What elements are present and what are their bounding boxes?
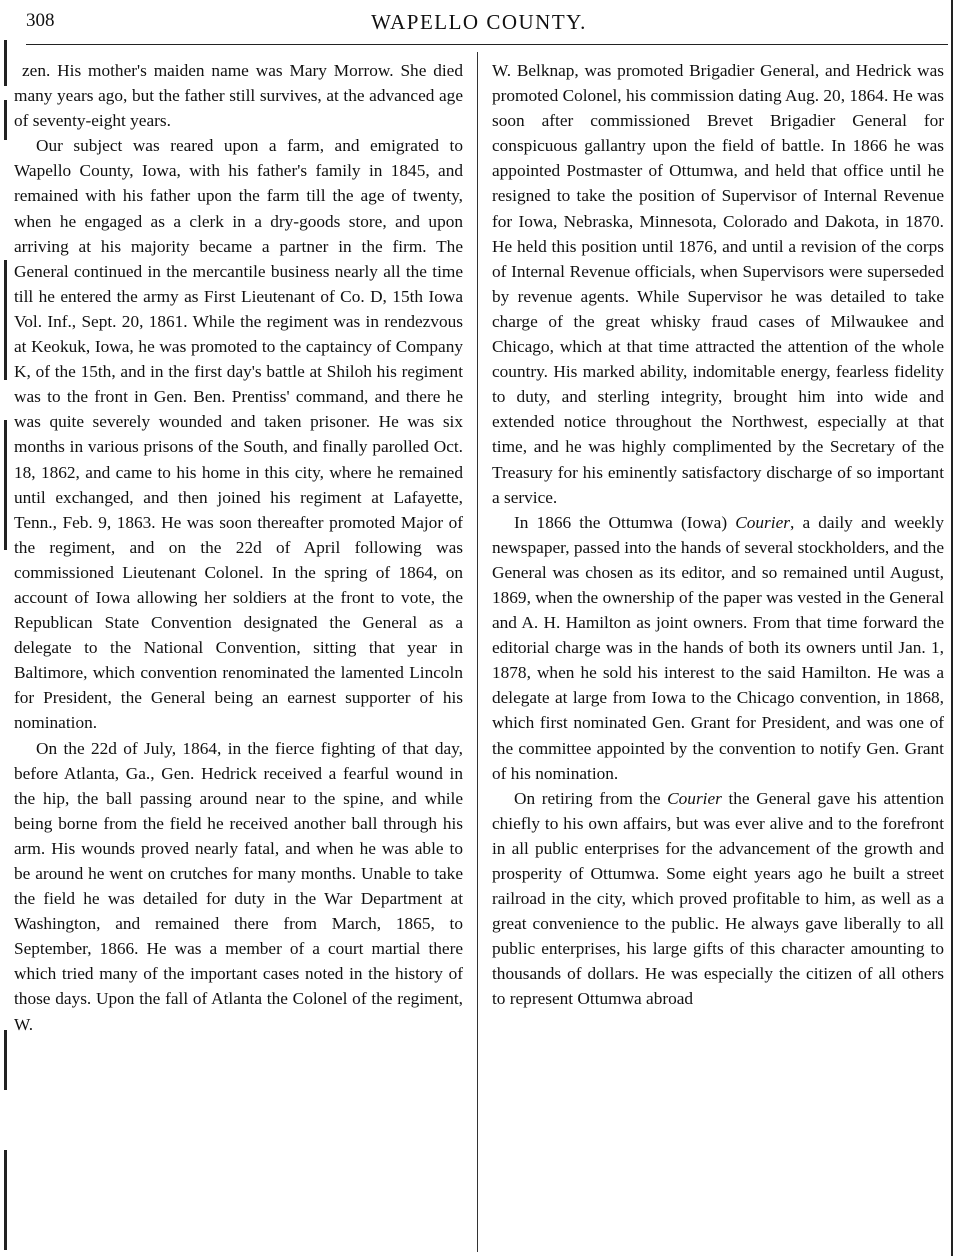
page-header (0, 0, 958, 44)
text-run: On retiring from the (514, 788, 668, 808)
column-divider (477, 52, 478, 1252)
running-title: WAPELLO COUNTY. (371, 10, 587, 34)
scan-edge-mark (4, 1150, 7, 1250)
scan-edge-mark (4, 1030, 7, 1090)
left-column (14, 58, 463, 1037)
header-rule (26, 44, 948, 45)
text-run: In 1866 the Ottumwa (Iowa) (514, 512, 736, 532)
paragraph: Our subject was reared upon a farm, and emigrated to Wapello County, Iowa, with his father's family in 1845, and remained with his father upon the farm till the age of twenty, when he engaged as a clerk in a dry-goods store, and upon arriving at his majority became a partner in the firm. The General continued in the mercantile business nearly all the time till he entered the army as First Lieutenant of Co. D, 15th Iowa Vol. Inf., Sept. 20, 1861. While the regiment was in rendezvous at Keokuk, Iowa, he was promoted to the captaincy of Company K, of the 15th, and in the first day's battle at Shiloh his regiment was to the front in Gen. Ben. Prentiss' command, and there he was quite severely wounded and taken prisoner. He was six months in various prisons of the South, and finally parolled Oct. 18, 1862, and came to his home in this city, where he remained until exchanged, and then joined his regiment at Lafayette, Tenn., Feb. 9, 1863. He was soon thereafter promoted Major of the regiment, and on the 22d of April following was commissioned Lieutenant Colonel. In the spring of 1864, on account of Iowa allowing her soldiers at the front to vote, the Republican State Convention designated the General as a delegate to the National Convention, sitting that year in Baltimore, which convention renominated the lamented Lincoln for President, the General being an earnest supporter of his nomination. (14, 136, 463, 733)
paragraph: W. Belknap, was promoted Brigadier General, and Hedrick was promoted Colonel, his commission dating Aug. 20, 1864. He was soon after commissioned Brevet Brigadier General for conspicuous gallantry upon the field of battle. In 1866 he was appointed Postmaster of Ottumwa, and held that office until he resigned to take the position of Supervisor of Internal Revenue for Iowa, Nebraska, Minnesota, Colorado and Dakota, in 1870. He held this position until 1876, and until a revision of the corps of Internal Revenue officials, when Supervisors were superseded by revenue agents. While Supervisor he was detailed to take charge of the great whisky fraud cases of Milwaukee and Chicago, which at that time attracted the attention of the whole country. His marked ability, indomitable energy, fearless fidelity to duty, and sterling integrity, brought him into wide and extended notice throughout the Northwest, especially at that time, and he was highly complimented by the Secretary of the Treasury for his eminently satisfactory discharge of so important a service. (492, 61, 944, 507)
right-column (492, 58, 944, 1012)
text-run: the General gave his attention chiefly to his own affairs, but was ever alive and to the forefront in all public enterprises for the advancement of the growth and prosperity of Ottumwa. Some eight years ago he built a street railroad in the city, which proved profitable to him, as well as a great convenience to the public. He always gave liberally to all public enterprises, his large gifts of this character amounting to thousands of dollars. He was especially the citizen of all others to represent Ottumwa abroad (492, 788, 944, 1009)
scan-edge-mark (4, 260, 7, 380)
scan-edge-mark (4, 40, 7, 86)
newspaper-title: Courier (735, 512, 790, 532)
newspaper-title: Courier (667, 788, 722, 808)
paragraph: zen. His mother's maiden name was Mary Morrow. She died many years ago, but the father still survives, at the advanced age of seventy-eight years. (14, 61, 463, 131)
text-run: , a daily and weekly newspaper, passed into the hands of several stockholders, and the General was chosen as its editor, and so remained until August, 1869, when the ownership of the paper was vested in the General and A. H. Hamilton as joint owners. From that time forward the editorial charge was in the hands of both its owners until Jan. 1, 1878, when he sold his interest to the said Hamilton. He was a delegate at large from Iowa to the Chicago convention, in 1868, which first nominated Gen. Grant for President, and was one of the committee appointed by the convention to notify Gen. Grant of his nomination. (492, 512, 944, 783)
paragraph (492, 510, 944, 786)
paragraph (492, 786, 944, 1012)
page-number: 308 (26, 10, 55, 31)
scan-edge-mark (951, 0, 953, 1256)
scan-edge-mark (4, 100, 7, 140)
paragraph: On the 22d of July, 1864, in the fierce fighting of that day, before Atlanta, Ga., Gen. Hedrick received a fearful wound in the hip, the ball passing around near to the spine, and while being borne from the field he received another ball through his arm. His wounds proved nearly fatal, and when he was able to be around he went on crutches for many months. Unable to take the field he was detailed for duty in the War Department at Washington, and remained there from March, 1865, to September, 1866. He was a member of a court martial there which tried many of the important cases noted in the history of those days. Upon the fall of Atlanta the Colonel of the regiment, W. (14, 738, 463, 1034)
scan-edge-mark (4, 420, 7, 550)
